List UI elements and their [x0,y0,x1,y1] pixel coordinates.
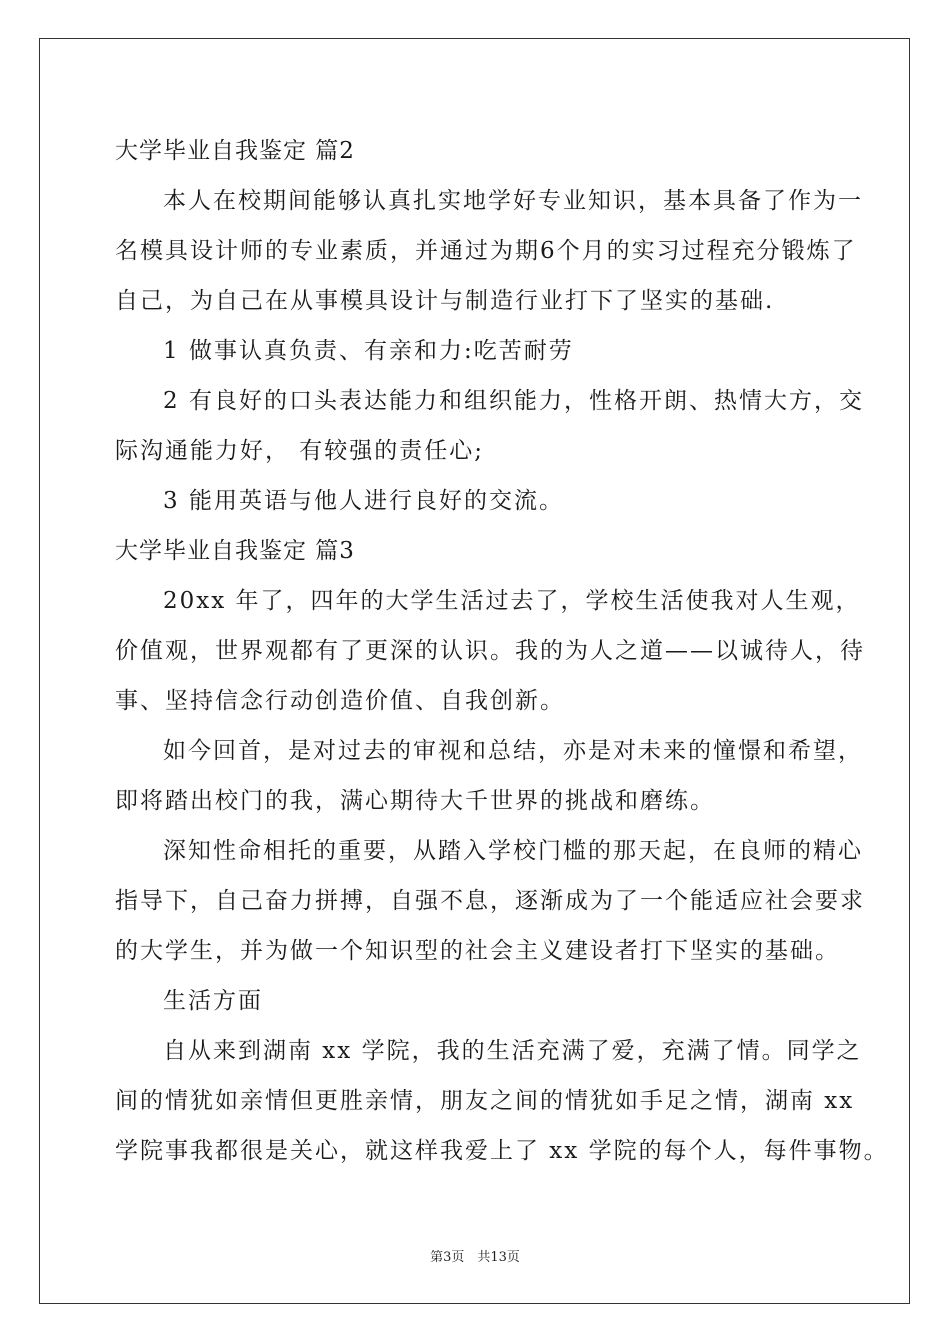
list-item: 2 有良好的口头表达能力和组织能力，性格开朗、热情大方，交 [163,388,864,414]
paragraph-line: 如今回首，是对过去的审视和总结，亦是对未来的憧憬和希望， [163,738,863,764]
paragraph-line: 自从来到湖南 xx 学院，我的生活充满了爱，充满了情。同学之 [163,1038,862,1064]
paragraph-line: 名模具设计师的专业素质，并通过为期6个月的实习过程充分锻炼了 [115,238,857,264]
section-heading: 大学毕业自我鉴定 篇3 [115,538,355,564]
list-item: 1 做事认真负责、有亲和力:吃苦耐劳 [163,338,574,364]
paragraph-line: 价值观，世界观都有了更深的认识。我的为人之道——以诚待人，待 [115,638,865,664]
list-item: 3 能用英语与他人进行良好的交流。 [163,488,564,514]
paragraph-line: 事、坚持信念行动创造价值、自我创新。 [115,688,565,714]
paragraph-line: 指导下，自己奋力拼搏，自强不息，逐渐成为了一个能适应社会要求 [115,888,865,914]
paragraph-line: 20xx 年了，四年的大学生活过去了，学校生活使我对人生观， [163,588,861,614]
paragraph-line: 深知性命相托的重要，从踏入学校门槛的那天起，在良师的精心 [163,838,863,864]
paragraph-line: 际沟通能力好， 有较强的责任心; [115,438,485,464]
paragraph-line: 即将踏出校门的我，满心期待大千世界的挑战和磨练。 [115,788,715,814]
page-number-footer: 第3页 共13页 [430,1250,520,1265]
paragraph-line: 学院事我都很是关心，就这样我爱上了 xx 学院的每个人，每件事物。 [115,1138,889,1164]
paragraph-line: 的大学生，并为做一个知识型的社会主义建设者打下坚实的基础。 [115,938,840,964]
subsection-heading: 生活方面 [163,988,263,1014]
section-heading: 大学毕业自我鉴定 篇2 [115,138,355,164]
paragraph-line: 本人在校期间能够认真扎实地学好专业知识，基本具备了作为一 [163,188,863,214]
paragraph-line: 自己，为自己在从事模具设计与制造行业打下了坚实的基础. [115,288,775,314]
document-body [115,126,889,1176]
paragraph-line: 间的情犹如亲情但更胜亲情，朋友之间的情犹如手足之情，湖南 xx [115,1088,855,1114]
